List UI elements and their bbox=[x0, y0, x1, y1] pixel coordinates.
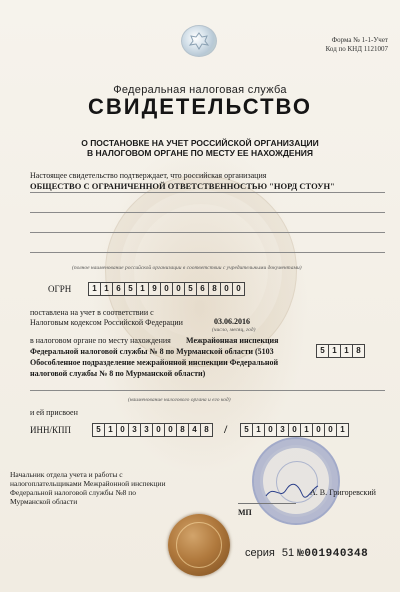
inn-digit: 8 bbox=[200, 423, 213, 437]
ogrn-digit: 1 bbox=[88, 282, 101, 296]
certificate-number: №001940348 bbox=[297, 548, 369, 560]
signer-position-line-3: Федеральной налоговой службы №8 по bbox=[10, 488, 137, 497]
org-line-4 bbox=[30, 252, 385, 253]
inn-digit: 0 bbox=[164, 423, 177, 437]
signature-line bbox=[238, 503, 296, 504]
inn-digit: 5 bbox=[92, 423, 105, 437]
org-line-2 bbox=[30, 212, 385, 213]
ogrn-digit: 1 bbox=[136, 282, 149, 296]
ogrn-digit: 0 bbox=[172, 282, 185, 296]
series-value: 51 bbox=[281, 547, 295, 559]
form-number: Форма № 1-1-Учет bbox=[331, 36, 388, 44]
authority-prefix: в налоговом органе по месту нахождения bbox=[30, 336, 171, 345]
inn-digit: 8 bbox=[176, 423, 189, 437]
authority-line-4: налоговой службы № 8 по Мурманской области) bbox=[30, 369, 206, 378]
registration-date: 03.06.2016 bbox=[214, 317, 250, 326]
authority-code-digit: 1 bbox=[328, 344, 341, 358]
signer-name: А. В. Григоревский bbox=[310, 488, 376, 497]
agency-name: Федеральная налоговая служба bbox=[113, 84, 287, 96]
kpp-digit: 0 bbox=[288, 423, 301, 437]
intro-text: Настоящее свидетельство подтверждает, что российская организация bbox=[30, 171, 267, 180]
authority-code-digit: 8 bbox=[352, 344, 365, 358]
inn-digit: 3 bbox=[140, 423, 153, 437]
registered-text-2: Налоговым кодексом Российской Федерации bbox=[30, 318, 183, 327]
registered-text-1: поставлена на учет в соответствии с bbox=[30, 308, 154, 317]
kpp-digit: 0 bbox=[264, 423, 277, 437]
kpp-digit: 0 bbox=[324, 423, 337, 437]
org-line-3 bbox=[30, 232, 385, 233]
signer-position-line-4: Мурманской области bbox=[10, 497, 78, 506]
kpp-digit: 1 bbox=[252, 423, 265, 437]
signer-position-line-2: налогоплательщиками Межрайонной инспекции bbox=[10, 479, 166, 488]
authority-line-1: Межрайонная инспекция bbox=[186, 336, 279, 345]
ogrn-digit: 1 bbox=[100, 282, 113, 296]
ogrn-digit: 8 bbox=[208, 282, 221, 296]
series-number bbox=[245, 547, 368, 560]
authority-line-rule bbox=[30, 390, 385, 391]
stamp-place-label: МП bbox=[238, 508, 252, 517]
inn-digit: 0 bbox=[116, 423, 129, 437]
series-label: серия bbox=[245, 547, 275, 559]
ogrn-digit: 9 bbox=[148, 282, 161, 296]
document-title: СВИДЕТЕЛЬСТВО bbox=[88, 94, 312, 119]
ogrn-digit: 0 bbox=[220, 282, 233, 296]
ogrn-digit: 5 bbox=[184, 282, 197, 296]
inn-digit: 0 bbox=[152, 423, 165, 437]
authority-code bbox=[316, 344, 364, 358]
hologram-seal bbox=[168, 514, 230, 576]
kpp-digit: 1 bbox=[336, 423, 349, 437]
authority-caption: (наименование налогового органа и его код) bbox=[128, 397, 231, 403]
org-line-1 bbox=[30, 192, 385, 193]
kpp-digit: 0 bbox=[312, 423, 325, 437]
authority-code-digit: 1 bbox=[340, 344, 353, 358]
organization-name: ОБЩЕСТВО С ОГРАНИЧЕННОЙ ОТВЕТСТВЕННОСТЬЮ "НОРД СТОУН" bbox=[30, 181, 335, 191]
inn-kpp-separator: / bbox=[224, 422, 228, 436]
inn-digit: 1 bbox=[104, 423, 117, 437]
inn-digit: 3 bbox=[128, 423, 141, 437]
subtitle-line-2: В НАЛОГОВОМ ОРГАНЕ ПО МЕСТУ ЕЕ НАХОЖДЕНИЯ bbox=[87, 148, 313, 158]
ogrn-digit: 6 bbox=[196, 282, 209, 296]
date-caption: (число, месяц, год) bbox=[212, 327, 256, 333]
ogrn-digit: 5 bbox=[124, 282, 137, 296]
subtitle-line-1: О ПОСТАНОВКЕ НА УЧЕТ РОССИЙСКОЙ ОРГАНИЗАЦИИ bbox=[81, 138, 319, 148]
authority-line-3: Обособленное подразделение межрайонной инспекции Федеральной bbox=[30, 358, 279, 367]
kpp-digit: 1 bbox=[300, 423, 313, 437]
inn-digit: 4 bbox=[188, 423, 201, 437]
knd-code: Код по КНД 1121007 bbox=[325, 45, 388, 53]
signer-position bbox=[10, 470, 165, 506]
ogrn-number bbox=[88, 282, 244, 296]
inn-number bbox=[92, 423, 212, 437]
kpp-number bbox=[240, 423, 348, 437]
ogrn-digit: 0 bbox=[232, 282, 245, 296]
authority-line-2: Федеральной налоговой службы № 8 по Мурманской области (5103 bbox=[30, 347, 274, 356]
kpp-digit: 5 bbox=[240, 423, 253, 437]
ogrn-digit: 6 bbox=[112, 282, 125, 296]
org-caption: (полное наименование российской организации в соответствии с учредительными документами) bbox=[72, 265, 302, 271]
hologram-emblem-icon bbox=[181, 25, 217, 57]
ogrn-digit: 0 bbox=[160, 282, 173, 296]
signer-position-line-1: Начальник отдела учета и работы с bbox=[10, 470, 123, 479]
authority-code-digit: 5 bbox=[316, 344, 329, 358]
form-code bbox=[326, 36, 388, 54]
ogrn-label: ОГРН bbox=[48, 284, 72, 294]
assigned-text: и ей присвоен bbox=[30, 408, 78, 417]
kpp-digit: 3 bbox=[276, 423, 289, 437]
document-subtitle bbox=[0, 138, 400, 158]
inn-kpp-label: ИНН/КПП bbox=[30, 425, 72, 435]
